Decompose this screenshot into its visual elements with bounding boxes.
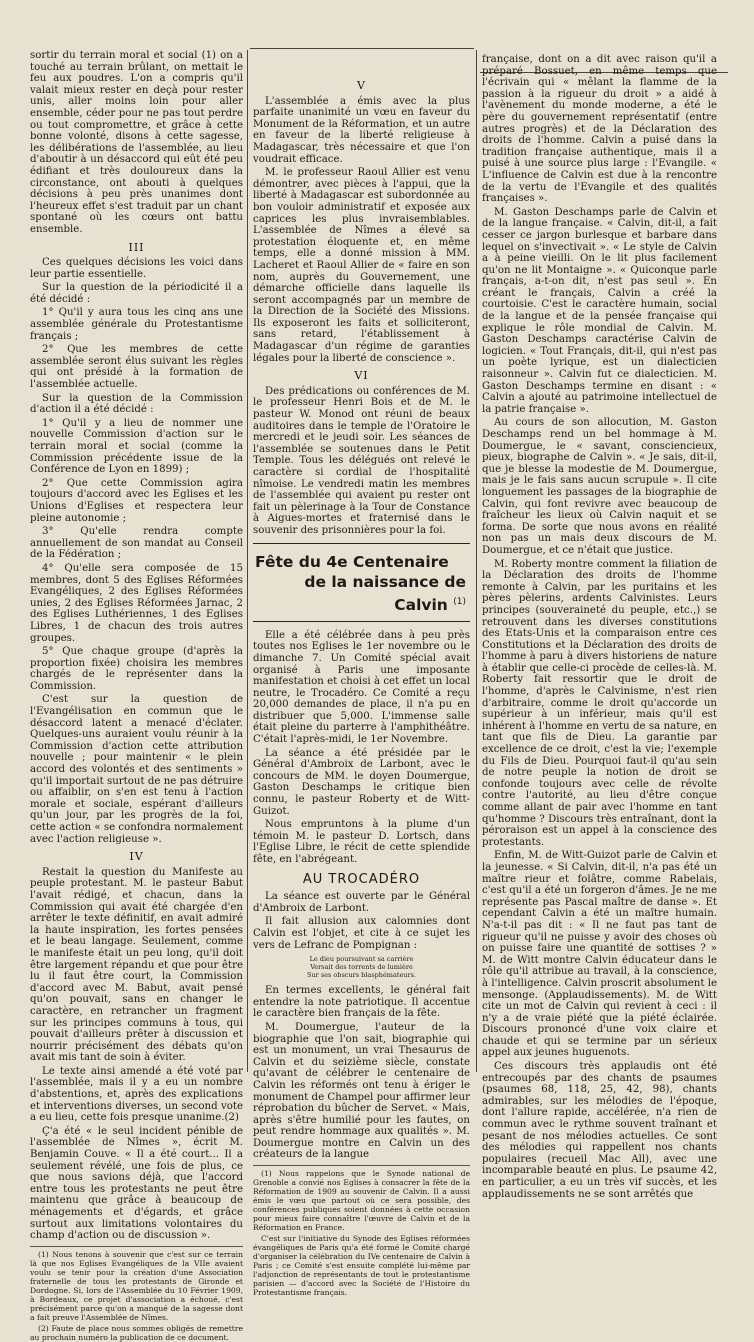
paragraph: Restait la question du Manifeste au peuple protestant. M. le pasteur Babut l'avait rédigé, et chacun, dans la Commission qui avait été chargée d'en arrêter le texte définitif, en avait admiré la haute inspiration, les fortes pensées et le beau langage. Seulement, comme le manifeste était un peu long, qu'il doit être largement répandu et que pour être lu il faut être court, la Commission d'accord avec M. Babut, avait pensé qu'on pouvait, sans en changer le caractère, en retrancher un fragment sur les principes communs à tous, qui pouvait d'ailleurs prêter à discussion et nourrir précisément des débats qu'on avait mis tant de soin à éviter. (30, 866, 243, 1064)
paragraph: 1° Qu'il y aura tous les cinq ans une assemblée générale du Protestantisme français ; (30, 307, 243, 342)
paragraph: 4° Qu'elle sera composée de 15 membres, dont 5 des Eglises Réformées Evangéliques, 2 des Eglises Réformées unies, 2 des Eglises Réformées Jarnac, 2 des Eglises Luthériennes, 1 des Eglises Libres, 1 de chacun des trois autres groupes. (30, 562, 243, 644)
section-number: IV (129, 850, 144, 864)
column-1 (30, 50, 243, 1342)
article-title-box (253, 543, 470, 622)
footnotes (30, 1246, 243, 1342)
verse (253, 955, 470, 979)
footnote-ref: (1) (453, 596, 466, 607)
paragraph: 2° Que les membres de cette assemblée seront élus suivant les règles qui ont présidé à la formation de l'assemblée actuelle. (30, 344, 243, 391)
paragraph: française, dont on a dit avec raison qu'il a préparé Bossuet, en même temps que l'écrivain qui « mêlant la flamme de la passion à la rigueur du droit » a aidé à l'avènement du monde moderne, a été le père du gouvernement représentatif (entre autres progrès) et de la Déclaration des droits de l'homme. Calvin a puisé dans la tradition française authentique, mais il a puisé à une source plus large : l'Evangile. « L'influence de Calvin est due à la rencontre de la vertu de l'Evangile et des qualités françaises ». (482, 54, 717, 205)
verse-line: Versait des torrents de lumière (310, 963, 413, 972)
top-rule (250, 48, 474, 49)
paragraph: Des prédications ou conférences de M. le professeur Henri Bois et de M. le pasteur W. Monod ont réuni de beaux auditoires dans le temple de l'Oratoire le mercredi et le jeudi soir. Les séances de l'assemblée se soutenues dans le Petit Temple. Tous les délégués ont relevé le caractère si cordial de l'hospitalité nîmoise. Le vendredi matin les membres de l'assemblée qui avaient pu rester ont fait un pèlerinage à la Tour de Constance à Aigues-mortes et fraternisé dans le souvenir des prisonnières pour la foi. (253, 385, 470, 536)
verse-line: Le dieu poursuivant sa carrière (309, 955, 414, 964)
paragraph: La séance est ouverte par le Général d'Ambroix de Larbont. (253, 891, 470, 914)
article-title-line-1: Fête du 4e Centenaire (255, 552, 449, 571)
footnotes (253, 1165, 470, 1297)
paragraph: Sur la question de la périodicité il a été décidé : (30, 282, 243, 305)
column-divider-2 (476, 50, 477, 1072)
paragraph: Nous empruntons à la plume d'un témoin M. le pasteur D. Lortsch, dans l'Eglise Libre, le récit de cette splendide fête, en l'abrégeant. (253, 819, 470, 865)
paragraph: M. Gaston Deschamps parle de Calvin et de la langue française. « Calvin, dit-il, a fait cesser ce jargon burlesque et barbare dans lequel on s'invectivait ». « Le style de Calvin a à peine vieilli. On le lit plus facilement qu'on ne lit Montaigne ». « Quiconque parle français, a-t-on dit, n'est pas seul ». En créant le français, Calvin a créé la courtoisie. C'est le caractère humain, social de la langue et de la pensée française qui explique le rôle mondial de Calvin. M. Gaston Deschamps caractérise Calvin de logicien. « Tout Français, dit-il, qui n'est pas un poète lyrique, est un dialecticien raisonneur ». Calvin fut ce dialecticien. M. Gaston Deschamps termine en disant : « Calvin a ajouté au patrimoine intellectuel de la patrie française ». (482, 206, 717, 415)
paragraph: L'assemblée a émis avec la plus parfaite unanimité un vœu en faveur du Monument de la Réformation, et un autre en faveur de la liberté religieuse à Madagascar, très nécessaire et que l'on voudrait efficace. (253, 95, 470, 165)
paragraph: Au cours de son allocution, M. Gaston Deschamps rend un bel hommage à M. Doumergue, le « savant, consciencieux, pieux, biographe de Calvin ». « Je sais, dit-il, que je blesse la modestie de M. Doumergue, mais je le fais sans aucun scrupule ». Il cite longuement les passages de la biographie de Calvin, qui font revivre avec beaucoup de fraîcheur les lieux où Calvin naquit et se forma. De sorte que nous avons en réalité non pas un mais deux discours de M. Doumergue, et ce n'était que justice. (482, 417, 717, 556)
title-text: de la naissance de Calvin (304, 572, 466, 614)
paragraph: Sur la question de la Commission d'action il a été décidé : (30, 392, 243, 416)
paragraph: Elle a été célébrée dans à peu près toutes nos Eglises le 1er novembre ou le dimanche 7. Un Comité spécial avait organisé à Paris une imposante manifestation et choisi à cet effet un local neutre, le Trocadéro. Ce Comité a reçu 20,000 demandes de place, il n'a pu en distribuer que 5,000. L'immense salle était pleine du parterre à l'amphithéâtre. C'était l'après-midi, le 1er Novembre. (253, 629, 470, 746)
paragraph: sortir du terrain moral et social (1) on a touché au terrain brûlant, on mettait le feu aux poudres. L'on a compris qu'il valait mieux rester en deçà pour rester unis, aller moins loin pour aller ensemble, céder pour ne pas tout perdre ou tout compromettre, et grâce à cette bonne volonté, disons à cette sagesse, les délibérations de l'assemblée, au lieu d'aboutir à un désaccord qui eût été peu édifiant et très douloureux dans la circonstance, ont abouti à quelques décisions à peu près unanimes dont l'heureux effet s'est traduit par un chant spontané où les cœurs ont battu ensemble. (30, 50, 243, 235)
subheading: AU TROCADÉRO (302, 871, 421, 887)
footnote: (1) Nous tenons à souvenir que c'est sur ce terrain là que nos Eglises Evangéliques de la VIIe avaient voulu se tenir pour la création d'une Association fraternelle de tous les protestants de Gironde et Dordogne. Si, lors de l'Assemblée du 10 Février 1909, à Bordeaux, ce projet d'association a échoué, c'est précisément parce qu'on a manqué de la sagesse dont a fait preuve l'Assemblée de Nîmes. (30, 1249, 243, 1322)
paragraph: Ç'a été « le seul incident pénible de l'assemblée de Nîmes », écrit M. Benjamin Couve. « Il a été court... Il a seulement révélé, une fois de plus, ce que nous savions déjà, que l'accord entre tous les protestants ne peut être maintenu que grâce à beaucoup de ménagements et d'égards, et grâce surtout aux limitations volontaires du champ d'action ou de discussion ». (30, 1125, 243, 1242)
paragraph: M. le professeur Raoul Allier est venu démontrer, avec pièces à l'appui, que la liberté à Madagascar est subordonnée au bon vouloir administratif et exposée aux caprices les plus invraisemblables. L'assemblée de Nîmes a élevé sa protestation éloquente et, en même temps, elle a donné mission à MM. Lacheret et Raoul Allier de « faire en son nom, auprès du Gouvernement, une démarche officielle dans laquelle ils seront accompagnés par un membre de la Direction de la Société des Missions. Ils exposeront les faits et solliciteront, sans retard, l'établissement à Madagascar d'un régime de garanties légales pour la liberté de conscience ». (253, 167, 470, 364)
footnote: (2) Faute de place nous sommes obligés de remettre au prochain numéro la publication de ce document. (30, 1323, 243, 1342)
paragraph: En termes excellents, le général fait entendre la note patriotique. Il accentue le caractère bien français de la fête. (253, 985, 470, 1020)
verse-line: Sur ses obscurs blasphémateurs. (307, 971, 416, 980)
paragraph: M. Doumergue, l'auteur de la biographie que l'on sait, biographie qui est un monument, un vrai Thesaurus de Calvin et du seizième siècle, constate qu'avant de célébrer le centenaire de Calvin les réformés ont tenu à ériger le monument de Champel pour affirmer leur réprobation du bûcher de Servet. « Mais, après s'être humilié pour les fautes, on peut rendre hommage aux qualités ». M. Doumergue montre en Calvin un des créateurs de la langue (253, 1021, 470, 1161)
paragraph: M. Roberty montre comment la filiation de la Déclaration des droits de l'homme remonte à Calvin, par les puritains et les pères pèlerins, ardents Calvinistes. Leurs principes (souveraineté du peuple, etc.,) se retrouvent dans les diverses constitutions des Etats-Unis et la comparaison entre ces Constitutions et la Déclaration des droits de l'homme à paru à divers historiens de nature à établir que celle-ci procède de celles-là. M. Roberty fait ressortir que le droit de l'homme, d'après le Calvinisme, n'est rien d'arbitraire, comme le droit qu'accorde un supérieur à un inférieur, mais qu'il est inhérent à l'homme en vertu de sa nature, en tant que fils de Dieu. La garantie par excellence de ce droit, c'est la vie; l'exemple du Fils de Dieu. Pourquoi faut-il qu'au sein de notre peuple la notion de droit se confonde toujours avec celle de révolte contre l'autorité, au lieu d'être conçue comme allant de pair avec l'homme en tant qu'homme ? Discours très entraînant, dont la péroraison est un appel à la conscience des protestants. (482, 558, 717, 848)
paragraph: La séance a été présidée par le Général d'Ambroix de Larbont, avec le concours de MM. le doyen Doumergue, Gaston Deschamps le critique bien connu, le pasteur Roberty et de Witt-Guizot. (253, 747, 470, 817)
column-3 (482, 54, 717, 1200)
section-number: III (128, 240, 145, 254)
article-title-line-2 (253, 572, 470, 615)
paragraph: Enfin, M. de Witt-Guizot parle de Calvin et la jeunesse. « Si Calvin, dit-il, n'a pas été un maître rieur et folâtre, comme Rabelais, c'est qu'il a été un forgeron d'âmes. Je ne me représente pas Pascal maître de danse ». Et cependant Calvin a été un maître humain. N'a-t-il pas dit : « Il ne faut pas tant de rigueur qu'il ne puisse y avoir des choses où on puisse faire une quantité de sottises ? » M. de Witt montre Calvin éducateur dans le rôle qu'il attribue au travail, à la conscience, à l'intelligence. Calvin proscrit absolument le mensonge. (Applaudissements). M. de Witt cite un mot de Calvin qui revient à ceci : il n'y a de vraie piété que la piété éclairée. Discours prononcé d'une voix claire et chaude et qui se termine par un sérieux appel aux jeunes huguenots. (482, 850, 717, 1059)
paragraph: C'est sur la question de l'Evangélisation en commun que le désaccord latent a menacé d'éclater. Quelques-uns auraient voulu réunir à la Commission d'action cette attribution nouvelle ; pour maintenir « le plein accord des volontés et des sentiments » qu'il importait surtout de ne pas détruire ou affaiblir, on s'en est tenu à l'action morale et sociale, espérant d'ailleurs qu'un jour, par les progrès de la foi, cette action « se confondra normalement avec l'action religieuse ». (30, 694, 243, 845)
paragraph: 1° Qu'il y a lieu de nommer une nouvelle Commission d'action sur le terrain moral et social (comme la Commission précédente issue de la Conférence de Lyon en 1899) ; (30, 417, 243, 476)
paragraph: 2° Que cette Commission agira toujours d'accord avec les Eglises et les Unions d'Eglises et respectera leur pleine autonomie ; (30, 477, 243, 524)
paragraph: Il fait allusion aux calomnies dont Calvin est l'objet, et cite à ce sujet les vers de Lefranc de Pompignan : (253, 916, 470, 951)
paragraph: 5° Que chaque groupe (d'après la proportion fixée) choisira les membres chargés de le représenter dans la Commission. (30, 646, 243, 692)
paragraph: Le texte ainsi amendé a été voté par l'assemblée, mais il y a eu un nombre d'abstentions, et, après des explications et interventions diverses, un second vote a eu lieu, cette fois presque unanime.(2) (30, 1065, 243, 1124)
paragraph: Ces quelques décisions les voici dans leur partie essentielle. (30, 257, 243, 280)
paragraph: 3° Qu'elle rendra compte annuellement de son mandat au Conseil de la Fédération ; (30, 526, 243, 561)
footnote: C'est sur l'initiative du Synode des Eglises réformées évangéliques de Paris qu'a été formé le Comité chargé d'organiser la célébration du IVe centenaire de Calvin à Paris ; ce Comité s'est ensuite complété lui-même par l'adjonction de représentants de tout le protestantisme parisien — d'accord avec la Société de l'Histoire du Protestantisme français. (253, 1234, 470, 1298)
section-number: VI (354, 369, 369, 383)
section-number: V (357, 79, 366, 92)
paragraph: Ces discours très applaudis ont été entrecoupés par des chants de psaumes (psaumes 68, 118, 25, 42, 98), chants admirables, sur les mélodies de l'époque, dont l'allure rapide, accélérée, n'a rien de commun avec le rythme souvent traînant et pesant de nos mélodies actuelles. Ce sont des mélodies qui rappellent nos chants populaires (recueil Mac All), avec une incomparable beauté en plus. Le psaume 42, en particulier, a eu un très vif succès, et les applaudissements ne se sont arrêtés que (482, 1061, 717, 1200)
column-divider-1 (247, 50, 248, 1072)
footnote: (1) Nous rappelons que le Synode national de Grenoble a convié nos Eglises à consacrer la fête de la Réformation de 1909 au souvenir de Calvin. Il a aussi émis le vœu que partout où ce sera possible, des conférences publiques soient données à cette occasion pour mieux faire connaître l'œuvre de Calvin et de la Réformation en France. (253, 1169, 470, 1233)
column-2 (253, 74, 470, 1298)
